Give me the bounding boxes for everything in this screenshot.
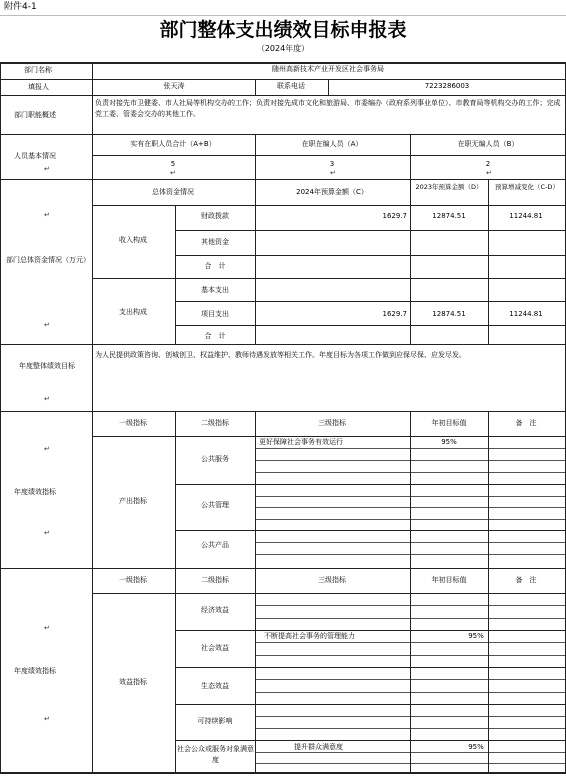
col-divider bbox=[92, 62, 93, 774]
row-divider bbox=[92, 205, 566, 206]
effect-item-social: 社会效益 bbox=[201, 644, 229, 652]
col-divider bbox=[328, 79, 329, 95]
fund-col-d: 2023年预算金额（D） bbox=[415, 183, 483, 191]
expense-value-d: 12874.51 bbox=[432, 310, 466, 318]
arrow-mark: ↵ bbox=[44, 395, 50, 403]
row-divider bbox=[175, 667, 566, 668]
arrow-mark: ↵ bbox=[44, 321, 50, 329]
ind-header-level3: 三级指标 bbox=[318, 419, 346, 427]
arrow-mark: ↵ bbox=[44, 715, 50, 723]
phone-label: 联系电话 bbox=[277, 82, 305, 90]
duty-text: 负责对接先市卫健委、市人社局等机构交办的工作；负责对接先成市文化和旅游局、市委编办（政府系列事业单位）、市教育局等机构交办的工作；完成党工委、管委会交办的其他工作。 bbox=[95, 99, 561, 118]
income-value-c: 1629.7 bbox=[382, 212, 407, 220]
fund-label: 部门总体资金情况（万元） bbox=[6, 256, 90, 264]
dept-name-value: 随州高新技术产业开发区社会事务局 bbox=[272, 65, 384, 73]
expense-item-project: 项目支出 bbox=[201, 310, 229, 318]
output-row-value: 95% bbox=[441, 438, 457, 446]
expense-item-total: 合 计 bbox=[204, 332, 226, 340]
col-divider bbox=[0, 62, 1, 774]
year-label: （2024年度） bbox=[256, 44, 310, 53]
output-item-public-management: 公共管理 bbox=[201, 501, 229, 509]
satisfaction-value: 95% bbox=[468, 743, 484, 751]
row-divider bbox=[175, 630, 566, 631]
row-divider bbox=[92, 436, 566, 437]
row-divider bbox=[0, 344, 566, 345]
effect-item-satisfaction: 社会公众或服务对象满意度 bbox=[177, 745, 254, 764]
expense-item-basic: 基本支出 bbox=[201, 286, 229, 294]
row-divider bbox=[0, 134, 566, 135]
phone-value: 7223286003 bbox=[424, 82, 470, 90]
row-divider bbox=[0, 411, 566, 412]
fund-col-cd: 预算增减变化（C-D） bbox=[495, 183, 559, 191]
row-divider bbox=[175, 530, 566, 531]
col-divider bbox=[488, 179, 489, 344]
arrow-mark: ↵ bbox=[44, 529, 50, 537]
staff-value-b: 2 bbox=[485, 160, 491, 168]
col-divider bbox=[255, 411, 256, 568]
attachment-label: 附件4-1 bbox=[4, 2, 37, 12]
ind-header-target: 年初目标值 bbox=[431, 419, 467, 427]
row-divider bbox=[175, 484, 566, 485]
duty-label: 部门职能概述 bbox=[14, 111, 56, 119]
staff-label: 人员基本情况 bbox=[14, 152, 56, 160]
annual-goal-text: 为人民提供政策咨询、创城创卫、权益维护、教师待遇发放等相关工作。年度目标为各项工作做到应保尽保、应发尽发。 bbox=[95, 351, 466, 359]
effect-item-ecological: 生态效益 bbox=[201, 682, 229, 690]
ind-header-level1: 一级指标 bbox=[119, 419, 147, 427]
staff-value-total: 5 bbox=[170, 160, 176, 168]
indicator-label: 年度绩效指标 bbox=[14, 488, 56, 496]
col-divider bbox=[410, 134, 411, 179]
arrow-mark: ↵ bbox=[44, 624, 50, 632]
row-divider bbox=[92, 278, 566, 279]
effect-item-sustainable: 可持续影响 bbox=[197, 717, 233, 725]
income-item-total: 合 计 bbox=[204, 262, 226, 270]
arrow-mark: ↵ bbox=[44, 445, 50, 453]
row-divider bbox=[175, 301, 566, 302]
arrow-mark: ↵ bbox=[170, 169, 176, 177]
income-value-cd: 11244.81 bbox=[509, 212, 543, 220]
ind2-header-level3: 三级指标 bbox=[318, 576, 346, 584]
row-divider bbox=[92, 593, 566, 594]
row-divider bbox=[175, 704, 566, 705]
ind-header-level2: 二级指标 bbox=[201, 419, 229, 427]
col-divider bbox=[175, 411, 176, 568]
income-item-fiscal: 财政拨款 bbox=[201, 212, 229, 220]
expense-value-c: 1629.7 bbox=[382, 310, 407, 318]
col-divider bbox=[410, 411, 411, 568]
income-value-d: 12874.51 bbox=[432, 212, 466, 220]
row-divider bbox=[175, 325, 566, 326]
row-divider bbox=[92, 155, 566, 156]
row-divider bbox=[0, 95, 566, 96]
income-label: 收入构成 bbox=[119, 236, 147, 244]
output-label: 产出指标 bbox=[119, 497, 147, 505]
staff-header-a: 在职在编人员（A） bbox=[301, 140, 363, 148]
row-divider bbox=[175, 740, 566, 741]
fund-overall: 总体资金情况 bbox=[152, 188, 194, 196]
row-divider bbox=[0, 79, 566, 80]
social-effect-value: 95% bbox=[468, 632, 484, 640]
output-item-public-product: 公共产品 bbox=[201, 541, 229, 549]
col-divider bbox=[255, 568, 256, 774]
staff-header-total: 实有在职人员合计（A+B） bbox=[130, 140, 216, 148]
col-divider bbox=[255, 79, 256, 95]
col-divider bbox=[410, 568, 411, 774]
filler-value: 张天涛 bbox=[163, 82, 185, 90]
col-divider bbox=[410, 179, 411, 344]
col-divider bbox=[175, 205, 176, 344]
header-divider bbox=[0, 15, 566, 16]
effect-label: 效益指标 bbox=[119, 678, 147, 686]
social-effect-text: 不断提高社会事务的管理能力 bbox=[264, 632, 355, 640]
row-divider bbox=[175, 255, 566, 256]
arrow-mark: ↵ bbox=[44, 211, 50, 219]
ind2-header-note: 备 注 bbox=[515, 576, 537, 584]
ind2-header-level1: 一级指标 bbox=[119, 576, 147, 584]
expense-value-cd: 11244.81 bbox=[509, 310, 543, 318]
col-divider bbox=[488, 411, 489, 568]
arrow-mark: ↵ bbox=[486, 169, 492, 177]
staff-value-a: 3 bbox=[329, 160, 335, 168]
expense-label: 支出构成 bbox=[119, 308, 147, 316]
arrow-mark: ↵ bbox=[44, 165, 50, 173]
annual-goal-label: 年度整体绩效目标 bbox=[19, 362, 75, 370]
row-divider bbox=[0, 568, 566, 569]
col-divider bbox=[255, 179, 256, 344]
fund-col-c: 2024年预算金额（C） bbox=[296, 188, 368, 196]
filler-label: 填报人 bbox=[28, 83, 49, 91]
ind2-header-target: 年初目标值 bbox=[431, 576, 467, 584]
effect-item-economic: 经济效益 bbox=[201, 606, 229, 614]
income-item-other: 其他资金 bbox=[201, 238, 229, 246]
indicator-label-2: 年度绩效指标 bbox=[14, 667, 56, 675]
arrow-mark: ↵ bbox=[330, 169, 336, 177]
row-divider bbox=[0, 179, 566, 180]
row-divider bbox=[175, 230, 566, 231]
col-divider bbox=[255, 134, 256, 179]
ind-header-note: 备 注 bbox=[515, 419, 537, 427]
output-item-public-service: 公共服务 bbox=[201, 455, 229, 463]
ind2-header-level2: 二级指标 bbox=[201, 576, 229, 584]
col-divider bbox=[488, 568, 489, 774]
col-divider bbox=[175, 568, 176, 774]
output-row-text: 更好保障社会事务有效运行 bbox=[259, 438, 343, 446]
satisfaction-text: 提升群众满意度 bbox=[294, 743, 343, 751]
page-title: 部门整体支出绩效目标申报表 bbox=[159, 19, 407, 41]
staff-header-b: 在职无编人员（B） bbox=[457, 140, 519, 148]
dept-name-label: 部门名称 bbox=[24, 66, 52, 74]
